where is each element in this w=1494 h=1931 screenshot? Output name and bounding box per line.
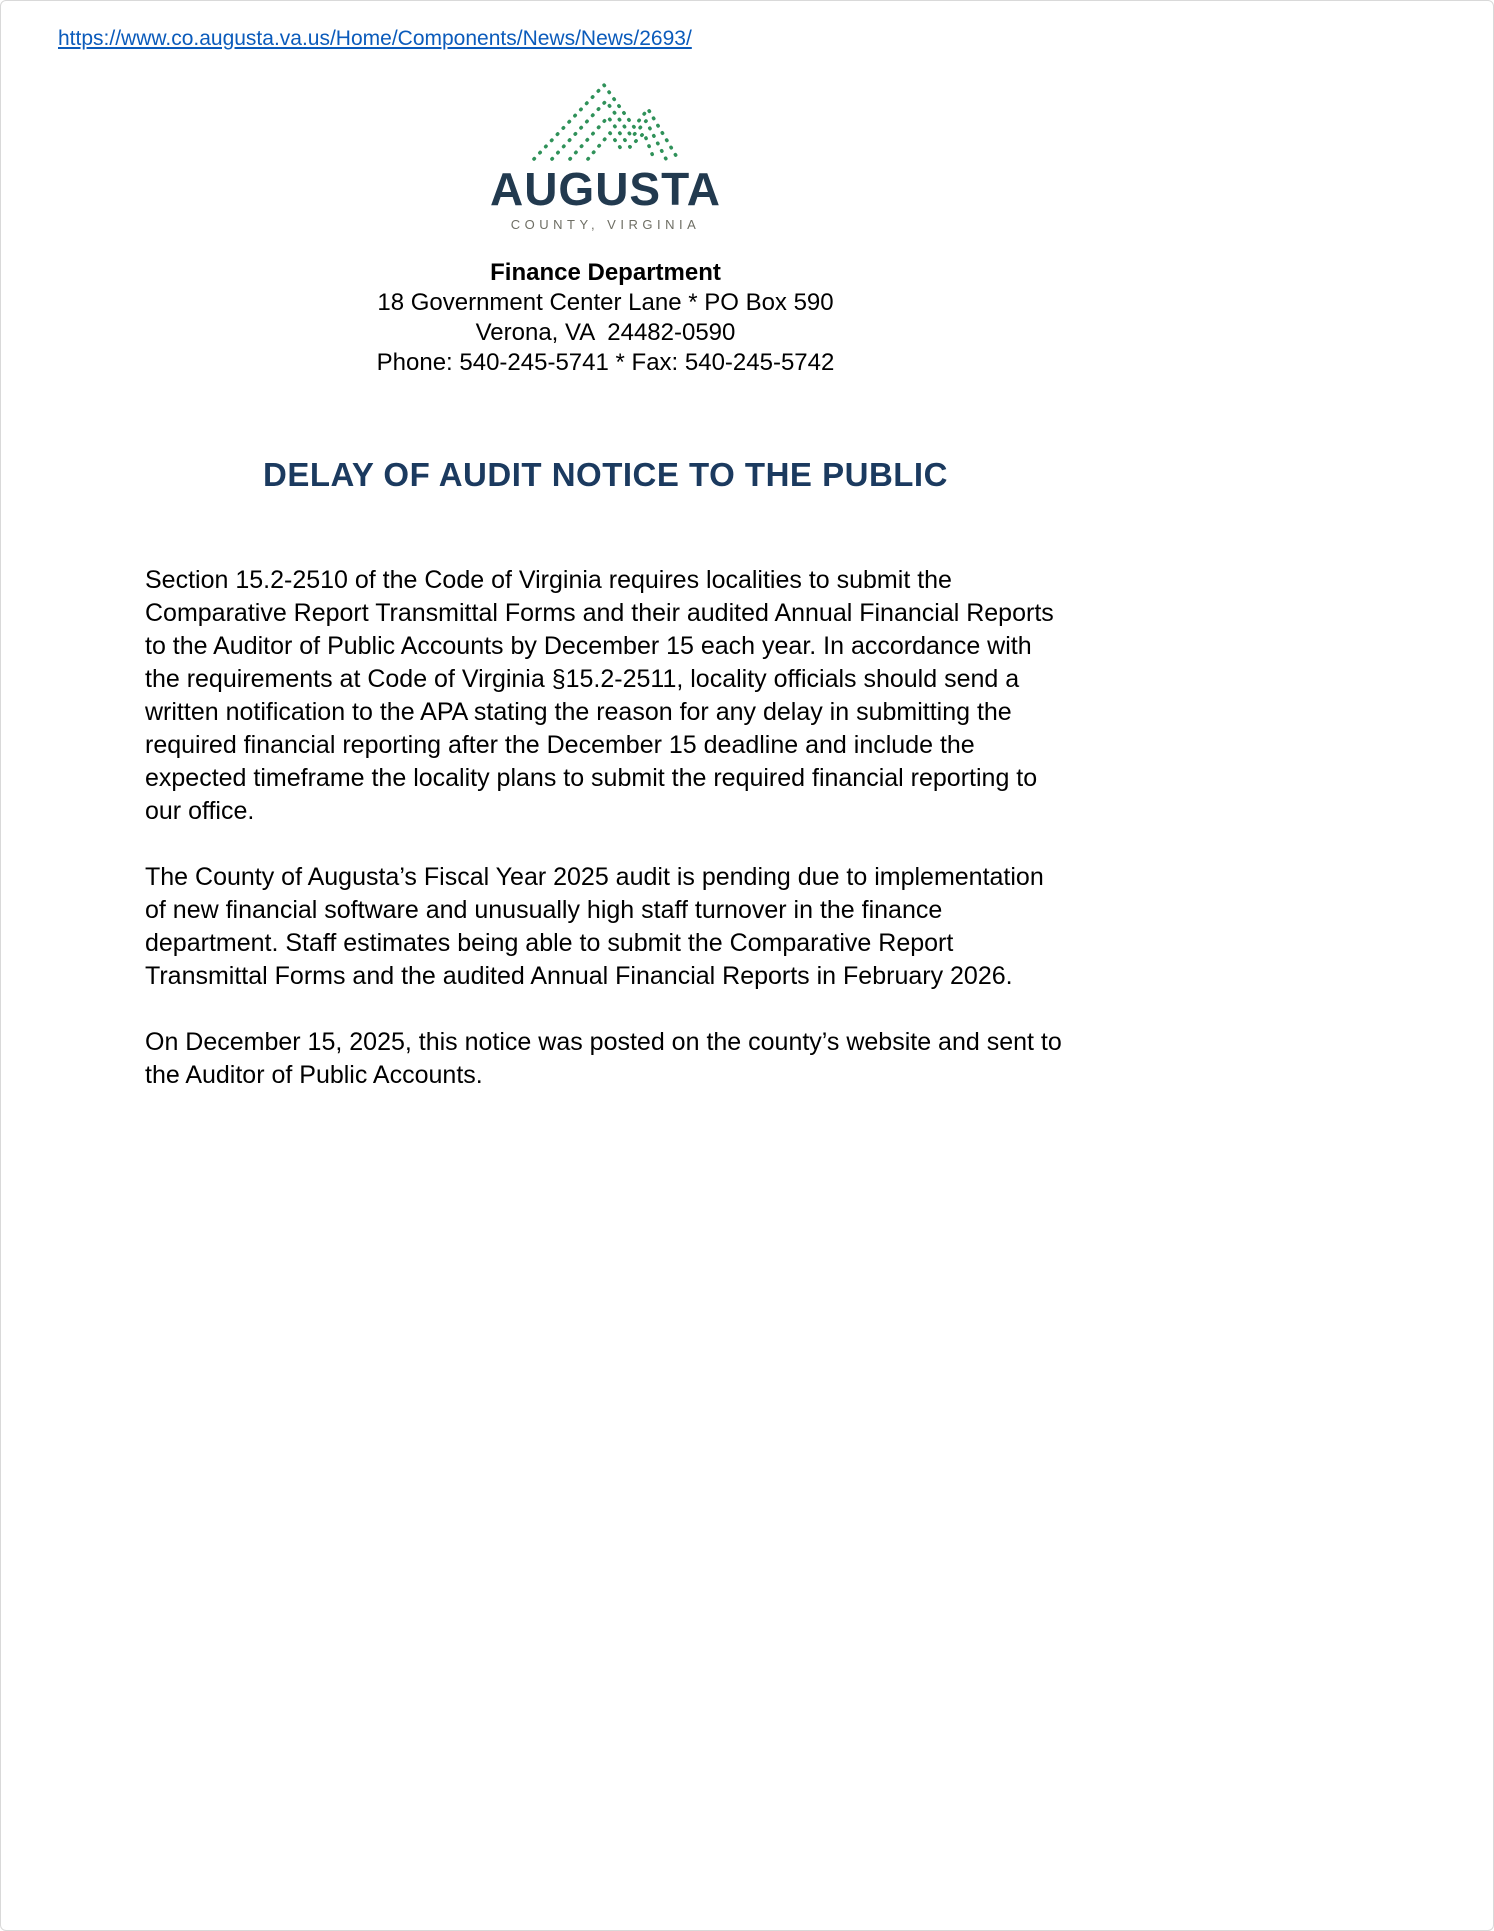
source-url (58, 27, 692, 51)
logo-tagline: COUNTY, VIRGINIA (510, 217, 701, 233)
notice-body (145, 564, 1066, 1092)
notice-paragraph-3: On December 15, 2025, this notice was posted on the county’s website and sent to the Auditor of Public Accounts. (145, 1028, 1062, 1090)
county-logo (145, 79, 1066, 232)
notice-title: DELAY OF AUDIT NOTICE TO THE PUBLIC (263, 456, 948, 494)
mountain-dots-icon (526, 79, 686, 163)
source-url-link[interactable]: https://www.co.augusta.va.us/Home/Components/News/News/2693/ (58, 27, 692, 50)
address-line-1: 18 Government Center Lane * PO Box 590 (377, 289, 834, 317)
letterhead-block (145, 258, 1066, 378)
phone-fax-line: Phone: 540-245-5741 * Fax: 540-245-5742 (376, 349, 835, 377)
department-name: Finance Department (490, 259, 721, 287)
logo-wordmark: AUGUSTA (489, 163, 722, 215)
document-content (145, 79, 1066, 1092)
notice-paragraph-1: Section 15.2-2510 of the Code of Virginia requires localities to submit the Comparative Report Transmittal Forms and their audited Annual Financial Reports to the Auditor of Public Accounts by December 15 each year. In accordance with the requirements at Code of Virginia §15.2-2511, locality officials should send a written notification to the APA stating the reason for any delay in submitting the required financial reporting after the December 15 deadline and include the expected timeframe the locality plans to submit the required financial reporting to our office. (145, 566, 1054, 826)
address-line-2: Verona, VA 24482-0590 (475, 319, 736, 347)
notice-paragraph-2: The County of Augusta’s Fiscal Year 2025 audit is pending due to implementation of new financial software and unusually high staff turnover in the finance department. Staff estimates being able to submit the Comparative Report Transmittal Forms and the audited Annual Financial Reports in February 2026. (145, 863, 1044, 991)
